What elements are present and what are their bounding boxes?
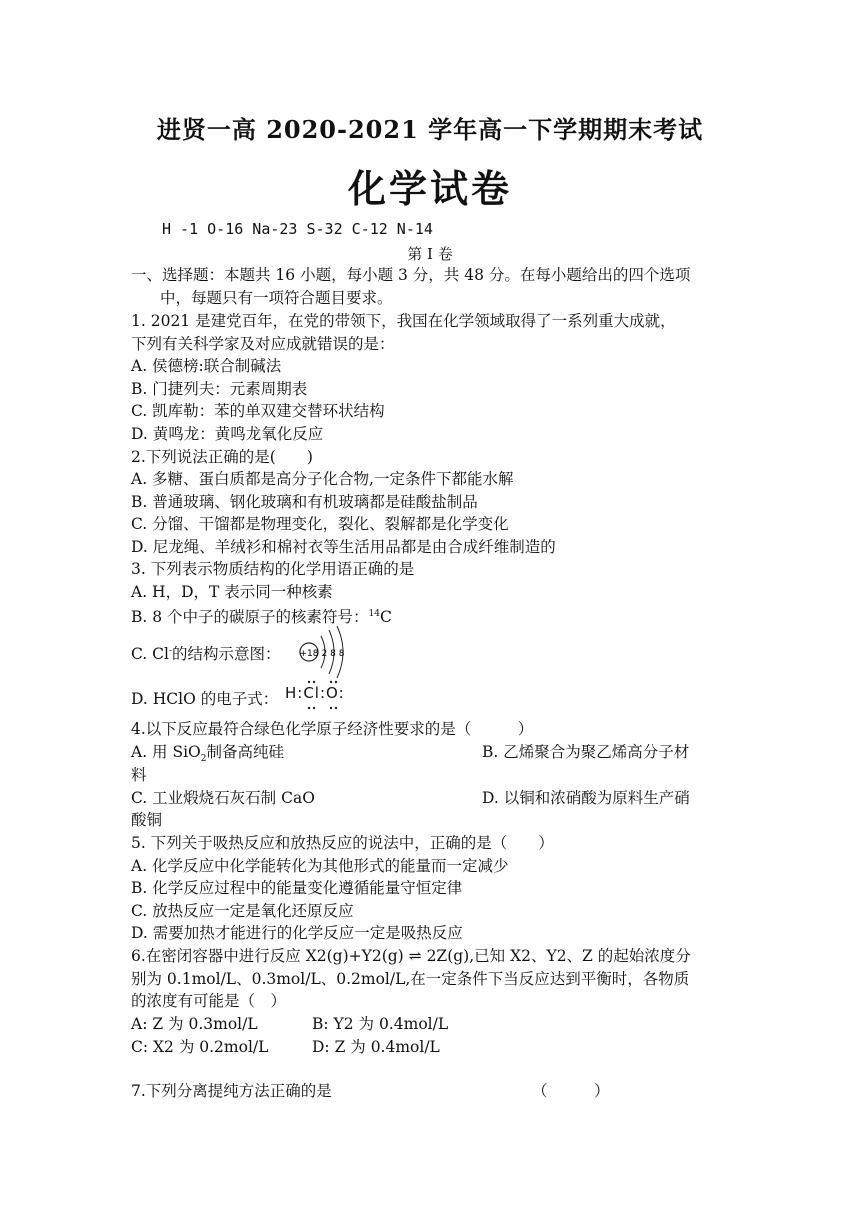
q4-option-b: B. 乙烯聚合为聚乙烯高分子材: [482, 743, 690, 761]
q1-stem-line1: 1. 2021 是建党百年，在党的带领下，我国在化学领域取得了一系列重大成就，: [131, 312, 676, 330]
q2-option-d: D. 尼龙绳、羊绒衫和棉衬衣等生活用品都是由合成纤维制造的: [131, 538, 556, 556]
q2-option-b: B. 普通玻璃、钢化玻璃和有机玻璃都是硅酸盐制品: [131, 493, 478, 511]
q3-option-c-text: C. Cl: [131, 645, 169, 664]
q1-option-b: B. 门捷列夫：元素周期表: [131, 380, 308, 398]
q5-option-c: C. 放热反应一定是氧化还原反应: [131, 902, 354, 920]
volume-label: 第 I 卷: [407, 245, 453, 263]
q1-option-c: C. 凯库勒：苯的单双建交替环状结构: [131, 402, 385, 420]
q2-option-a: A. 多糖、蛋白质都是高分子化合物,一定条件下都能水解: [131, 470, 514, 488]
q2-option-c: C. 分馏、干馏都是物理变化，裂化、裂解都是化学变化: [131, 515, 509, 533]
q1-stem-line2: 下列有关科学家及对应成就错误的是：: [131, 335, 395, 353]
q4-subscript: 2: [200, 754, 207, 765]
electron-dots: [285, 678, 351, 712]
q4-option-d: D. 以铜和浓硝酸为原料生产硝: [482, 789, 690, 807]
q5-option-b: B. 化学反应过程中的能量变化遵循能量守恒定律: [131, 879, 463, 897]
q6-option-b: B: Y2 为 0.4mol/L: [312, 1015, 449, 1033]
q1-option-a: A. 侯德榜:联合制碱法: [131, 357, 282, 375]
q4-option-a: [131, 741, 284, 770]
q3-option-b-text: B. 8 个中子的碳原子的核素符号：: [131, 608, 369, 627]
mass-number: 14: [368, 609, 380, 619]
q4-option-a-pre: A. 用 SiO: [131, 743, 201, 761]
q4-option-d-wrap: 酸铜: [131, 811, 163, 829]
section-intro-line2: 中，每题只有一项符合题目要求。: [160, 289, 393, 307]
q4-option-a-post: 制备高纯硅: [206, 743, 285, 761]
q6-option-d: D: Z 为 0.4mol/L: [312, 1038, 440, 1056]
q5-option-a: A. 化学反应中化学能转化为其他形式的能量而一定减少: [131, 857, 509, 875]
charge-sign: -: [168, 646, 173, 656]
nucleus-charge: +18: [299, 649, 319, 659]
electron-formula: H:Cl:O:: [285, 684, 345, 702]
section-intro-line1: 一、选择题：本题共 16 小题，每小题 3 分，共 48 分。在每小题给出的四个选项: [131, 266, 691, 284]
q7-stem: 7.下列分离提纯方法正确的是: [131, 1082, 332, 1100]
q4-option-b-wrap: 料: [131, 766, 147, 784]
exam-title: 进贤一高 2020-2021 学年高一下学期期末考试: [156, 115, 704, 144]
q3-option-c: [131, 640, 281, 665]
q5-stem: 5. 下列关于吸热反应和放热反应的说法中，正确的是（ ）: [131, 834, 554, 852]
q3-option-c-text2: 的结构示意图：: [172, 645, 281, 664]
q2-stem: 2.下列说法正确的是( ): [131, 448, 313, 466]
q3-option-a: A. H，D，T 表示同一种核素: [131, 583, 333, 601]
q5-option-d: D. 需要加热才能进行的化学反应一定是吸热反应: [131, 924, 463, 942]
shell-electrons: 2 8 8: [321, 649, 345, 659]
q4-option-c: C. 工业煅烧石灰石制 CaO: [131, 789, 315, 807]
q3-option-d-text: D. HClO 的电子式：: [131, 690, 279, 708]
q3-stem: 3. 下列表示物质结构的化学用语正确的是: [131, 560, 415, 578]
atomic-masses: H -1 O-16 Na-23 S-32 C-12 N-14: [162, 220, 433, 238]
element-symbol: C: [380, 608, 392, 627]
q3-option-d: [131, 688, 278, 710]
q7-answer-paren: （ ）: [532, 1082, 610, 1100]
q1-option-d: D. 黄鸣龙：黄鸣龙氧化反应: [131, 425, 324, 443]
exam-subtitle: 化学试卷: [347, 166, 512, 211]
q6-option-c: C: X2 为 0.2mol/L: [131, 1038, 269, 1056]
chloride-structure-diagram: [295, 624, 355, 680]
q6-stem-line3: 的浓度有可能是（ ）: [131, 992, 287, 1010]
q6-stem-line2: 别为 0.1mol/L、0.3mol/L、0.2mol/L,在一定条件下当反应达到平衡时，各物质: [131, 970, 690, 988]
q6-stem-line1: 6.在密闭容器中进行反应 X2(g)+Y2(g) ⇌ 2Z(g),已知 X2、Y2、Z 的起始浓度分: [131, 947, 691, 965]
q4-stem: 4.以下反应最符合绿色化学原子经济性要求的是（ ）: [131, 720, 534, 738]
q6-option-a: A: Z 为 0.3mol/L: [131, 1015, 258, 1033]
